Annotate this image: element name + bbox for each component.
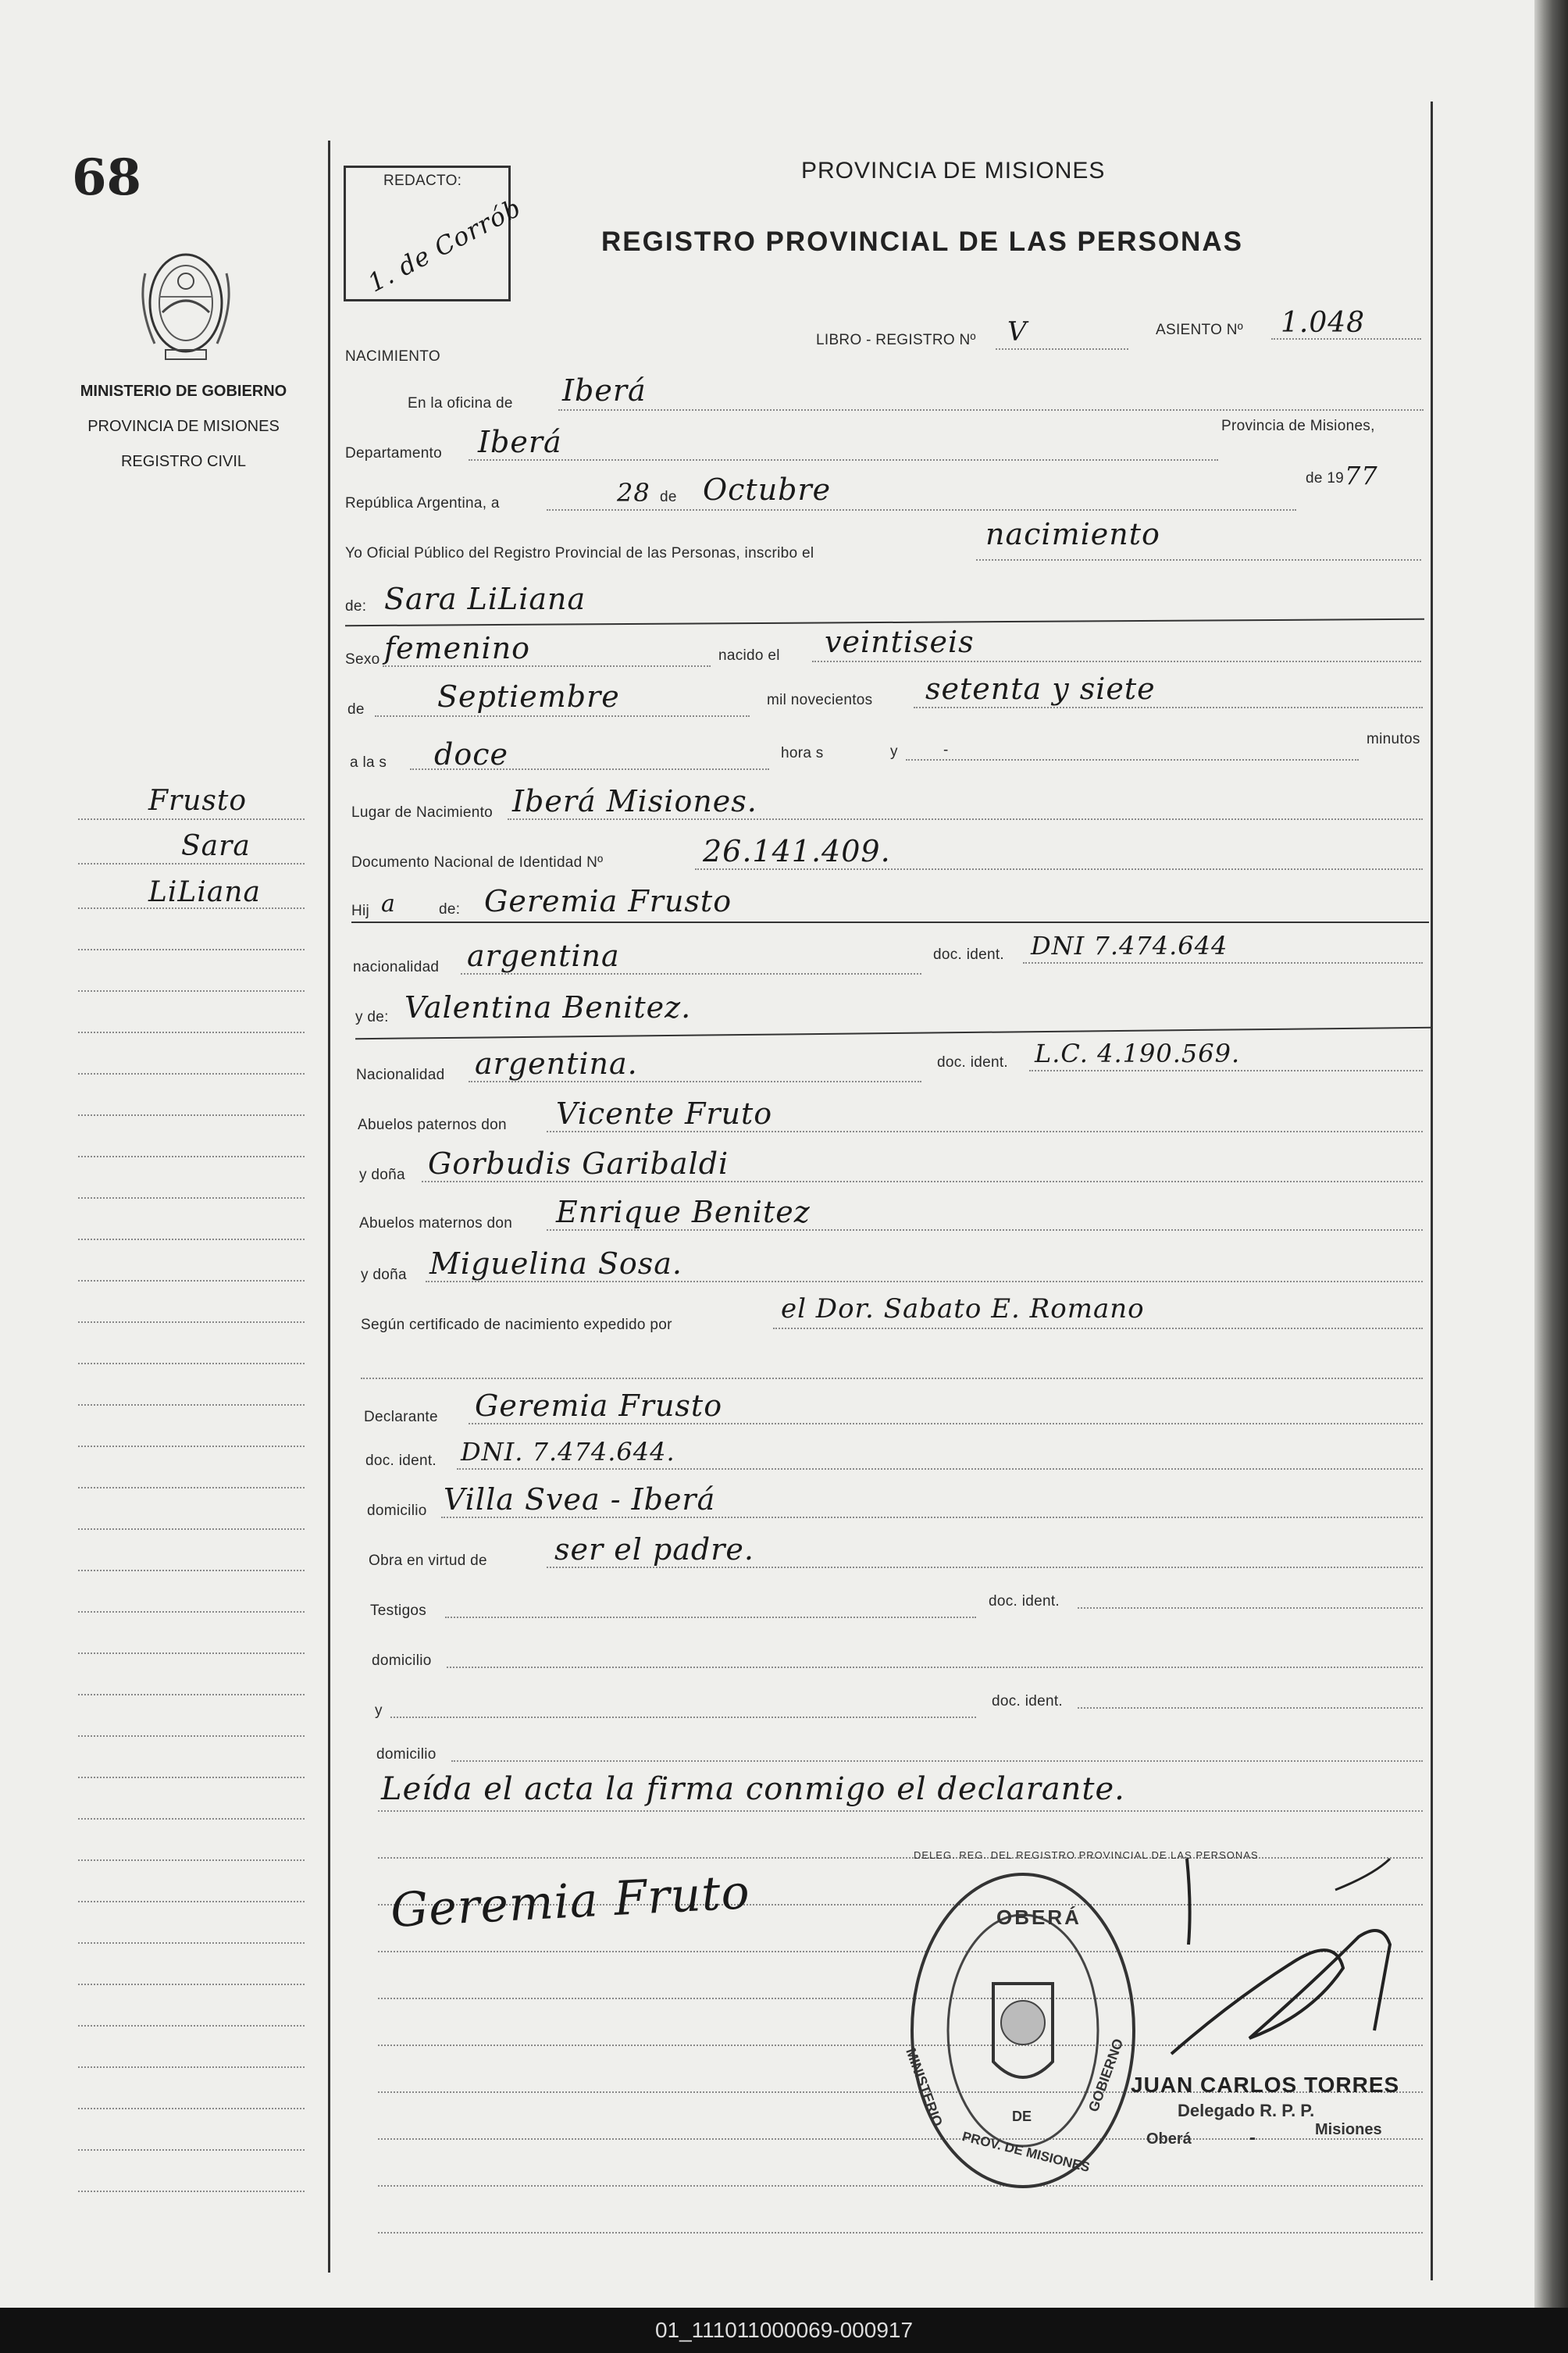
y2-label: y: [375, 1702, 383, 1719]
seal-ring-text: DELEG. REG. DEL REGISTRO PROVINCIAL DE LAS PERSONAS: [914, 1849, 1259, 1861]
doc-madre-label: doc. ident.: [937, 1054, 1008, 1071]
domicilio2-label: domicilio: [372, 1652, 432, 1669]
mes-nac-value: Septiembre: [437, 679, 620, 714]
asiento-value: 1.048: [1281, 307, 1366, 339]
official-dash: -: [1249, 2127, 1256, 2148]
redacto-label: REDACTO:: [383, 173, 462, 189]
anio-value: 77: [1345, 461, 1378, 490]
departamento-value: Iberá: [478, 425, 562, 459]
testigos-label: Testigos: [370, 1603, 427, 1619]
y-label: y: [890, 743, 898, 760]
republica-label: República Argentina, a: [345, 495, 500, 512]
madre-value: Valentina Benitez.: [404, 990, 692, 1025]
margin-surname: Frusto: [148, 785, 247, 817]
declarante-value: Geremia Frusto: [475, 1389, 723, 1423]
nac-madre-label: Nacionalidad: [356, 1067, 445, 1083]
asiento-label: ASIENTO Nº: [1156, 322, 1243, 338]
dia-value: 28: [617, 478, 650, 508]
folio-number: 68: [72, 148, 142, 207]
province-label: PROVINCIA DE MISIONES: [87, 418, 280, 435]
hij-label: Hij: [351, 903, 370, 919]
nac-madre-value: argentina.: [475, 1046, 638, 1081]
hora-value: doce: [434, 737, 508, 772]
doc-decl-value: DNI. 7.474.644.: [461, 1437, 675, 1467]
seal-bottom-text: PROV. DE MISIONES: [960, 2129, 1092, 2175]
ab-pat-don-value: Vicente Fruto: [556, 1096, 773, 1131]
y-dona-label: y doña: [359, 1167, 405, 1183]
declarante-signature: Geremia Fruto: [389, 1864, 752, 1939]
registry-label: REGISTRO CIVIL: [120, 453, 247, 470]
libro-label: LIBRO - REGISTRO Nº: [816, 332, 976, 348]
coat-of-arms-icon: [131, 242, 241, 367]
domicilio-value: Villa Svea - Iberá: [444, 1482, 716, 1517]
official-signature-icon: [1156, 1843, 1406, 2093]
mil-label: mil novecientos: [767, 692, 873, 708]
provincia-misiones-label: Provincia de Misiones,: [1221, 418, 1375, 434]
redacto-box: [344, 166, 526, 301]
closing-text: Leída el acta la firma conmigo el declarante.: [381, 1771, 1125, 1807]
ab-mat-label: Abuelos maternos don: [359, 1215, 513, 1232]
seal-mid-text: DE: [1012, 2109, 1032, 2124]
obra-label: Obra en virtud de: [369, 1553, 487, 1569]
anio-prefix: de 19: [1306, 470, 1345, 487]
minutos-value: -: [943, 742, 949, 758]
sexo-value: femenino: [384, 631, 531, 665]
minutos-label: minutos: [1367, 731, 1420, 747]
header-registry: REGISTRO PROVINCIAL DE LAS PERSONAS: [601, 226, 1243, 257]
oficina-value: Iberá: [562, 373, 647, 408]
ab-pat-dona-value: Gorbudis Garibaldi: [428, 1146, 729, 1181]
y-dona2-label: y doña: [361, 1267, 407, 1283]
official-province: Misiones: [1315, 2121, 1382, 2138]
mes-value: Octubre: [703, 472, 832, 507]
margin-name-2: LiLiana: [148, 876, 261, 908]
seal-left-text: MINISTERIO: [903, 2046, 946, 2129]
lugar-value: Iberá Misiones.: [512, 784, 757, 818]
certificado-label: Según certificado de nacimiento expedido por: [361, 1317, 672, 1333]
ab-mat-dona-value: Miguelina Sosa.: [429, 1246, 683, 1281]
official-title: Delegado R. P. P.: [1178, 2101, 1315, 2120]
header-province: PROVINCIA DE MISIONES: [801, 158, 1106, 184]
de2-label: de: [347, 701, 365, 718]
nac-padre-value: argentina: [467, 939, 620, 973]
doc-decl-label: doc. ident.: [365, 1453, 437, 1469]
declarante-label: Declarante: [364, 1409, 438, 1425]
departamento-label: Departamento: [345, 445, 443, 462]
doc-padre-value: DNI 7.474.644: [1031, 931, 1228, 961]
madre-label: y de:: [355, 1009, 389, 1025]
nac-padre-label: nacionalidad: [353, 959, 440, 975]
oficina-label: En la oficina de: [408, 395, 513, 412]
sexo-label: Sexo: [345, 651, 380, 668]
a-las-label: a la s: [350, 754, 387, 771]
doc-madre-value: L.C. 4.190.569.: [1035, 1039, 1241, 1068]
scan-footer: [0, 2308, 1568, 2353]
doc-padre-label: doc. ident.: [933, 947, 1004, 963]
child-name-value: Sara LiLiana: [384, 582, 586, 616]
doc-test2-label: doc. ident.: [992, 1693, 1063, 1709]
right-frame-line: [1431, 102, 1433, 2280]
documento-label: Documento Nacional de Identidad Nº: [351, 854, 604, 871]
scan-id: 01_111011000069-000917: [654, 2318, 914, 2342]
certificado-value: el Dor. Sabato E. Romano: [781, 1293, 1145, 1324]
book-binding: [1534, 0, 1568, 2308]
libro-value: V: [1007, 316, 1028, 348]
official-place: Oberá: [1146, 2130, 1192, 2148]
horas-label: hora s: [781, 745, 824, 761]
official-name: JUAN CARLOS TORRES: [1131, 2073, 1400, 2097]
seal-right-text: GOBIERNO: [1085, 2036, 1127, 2114]
de-label: de: [660, 489, 677, 505]
seal-top-text: OBERÁ: [996, 1906, 1082, 1929]
inscribo-value: nacimiento: [985, 517, 1160, 551]
left-frame-line: [328, 141, 330, 2273]
padre-label: de:: [439, 901, 461, 918]
record-type: NACIMIENTO: [345, 348, 440, 365]
name-label: de:: [345, 598, 367, 615]
nacido-value: veintiseis: [825, 625, 975, 659]
hij-suffix: a: [381, 890, 396, 918]
domicilio-label: domicilio: [367, 1503, 427, 1519]
ministry-label: MINISTERIO DE GOBIERNO: [80, 383, 287, 400]
ab-mat-don-value: Enrique Benitez: [556, 1195, 811, 1229]
padre-value: Geremia Frusto: [484, 884, 732, 918]
obra-value: ser el padre.: [554, 1532, 754, 1567]
ab-pat-label: Abuelos paternos don: [358, 1117, 507, 1133]
documento-value: 26.141.409.: [703, 834, 891, 868]
inscribo-label: Yo Oficial Público del Registro Provincial de las Personas, inscribo el: [345, 545, 814, 562]
domicilio3-label: domicilio: [376, 1746, 437, 1763]
margin-name-1: Sara: [181, 830, 251, 862]
lugar-label: Lugar de Nacimiento: [351, 804, 494, 821]
nacido-label: nacido el: [718, 647, 780, 664]
anio-nac-value: setenta y siete: [925, 672, 1156, 706]
redacto-value: 1. de Corrób: [362, 192, 526, 298]
doc-test-label: doc. ident.: [989, 1593, 1060, 1610]
